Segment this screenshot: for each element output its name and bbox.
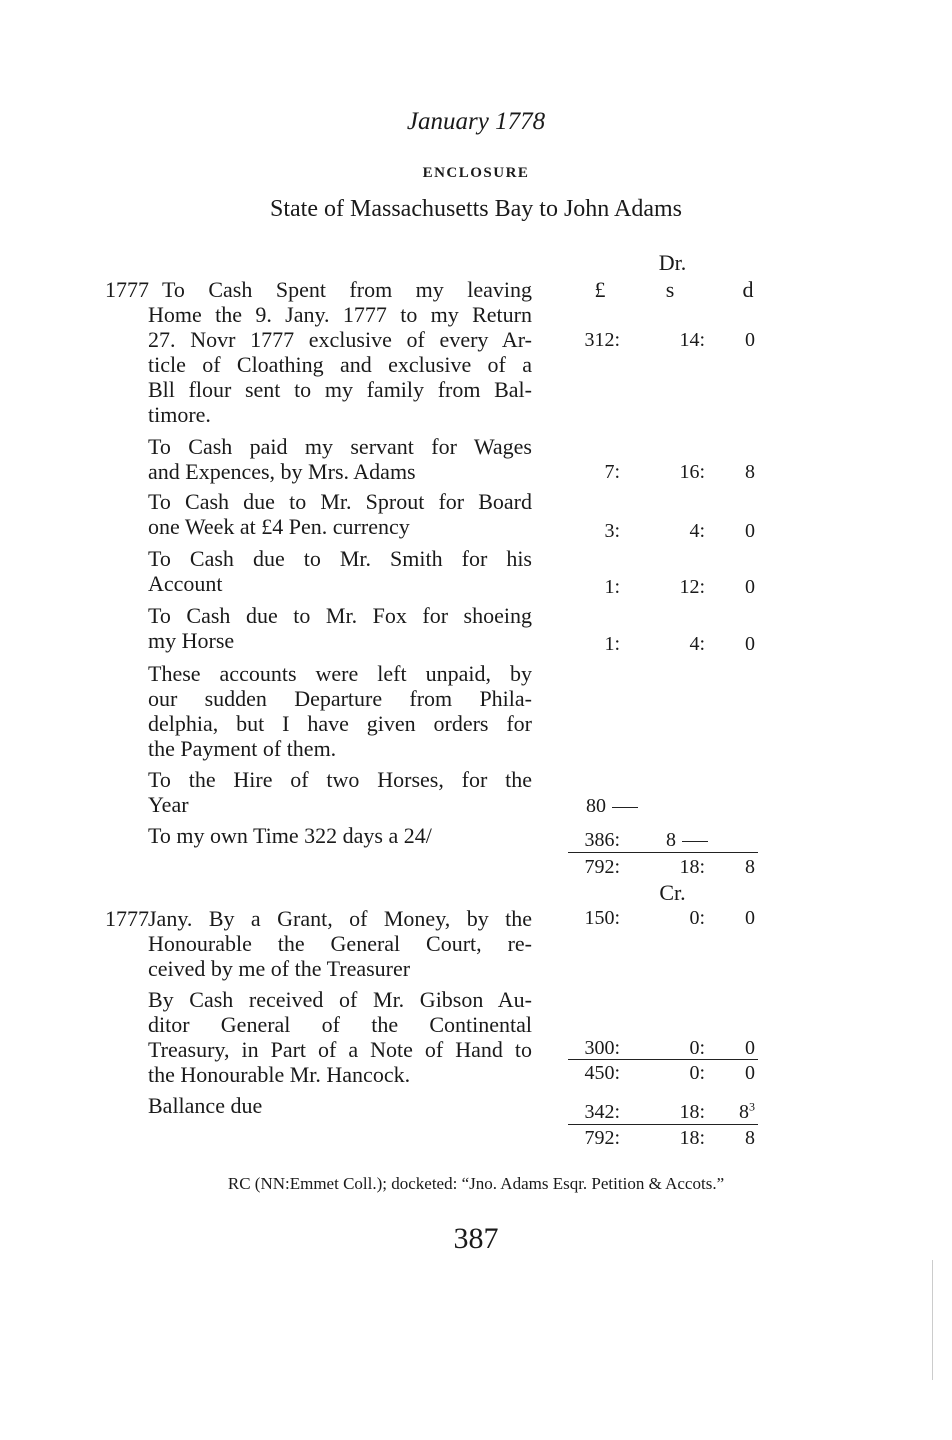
credit-entry: Jany. By a Grant, of Money, by the Honourable the General Court, re- ceived by me of the Treasurer (148, 906, 532, 981)
debit-total-pounds: 792: (584, 856, 620, 878)
credit-subtotal-pounds: 450: (584, 1062, 620, 1084)
debit-shillings: 8 (666, 828, 708, 853)
balance-shillings: 18: (679, 1101, 705, 1123)
sum-rule (568, 852, 758, 853)
debit-entry: To the Hire of two Horses, for the Year (148, 767, 532, 817)
debit-total-shillings: 18: (679, 856, 705, 878)
debit-entry-cont: Home the 9. Jany. 1777 to my Return 27. Novr 1777 exclusive of every Ar- ticle of Cloathing and exclusive of a Bll flour sent to my family from Bal- timore. (148, 302, 532, 427)
balance-pounds: 342: (584, 1101, 620, 1123)
credit-label: Cr. (659, 880, 686, 905)
debit-pence: 0 (745, 633, 755, 655)
credit-shillings: 0: (689, 1037, 705, 1059)
source-note: RC (NN:Emmet Coll.); docketed: “Jno. Adams Esqr. Petition & Accots.” (227, 1174, 725, 1193)
credit-year: 1777 (105, 906, 149, 931)
debit-pounds: 312: (584, 329, 620, 351)
credit-pence: 0 (745, 1037, 755, 1059)
debit-pounds: 3: (604, 520, 620, 542)
debit-entry: To Cash due to Mr. Smith for his Account (148, 546, 532, 596)
debit-entry: To Cash Spent from my leaving (162, 277, 532, 302)
credit-pence: 0 (745, 907, 755, 929)
credit-subtotal-shillings: 0: (689, 1062, 705, 1084)
account-heading: State of Massachusetts Bay to John Adams (270, 196, 682, 222)
footnote-marker[interactable]: 3 (749, 1099, 755, 1114)
credit-subtotal-pence: 0 (745, 1062, 755, 1084)
page-number: 387 (453, 1222, 499, 1255)
debit-pence: 0 (745, 329, 755, 351)
scan-edge (932, 1260, 933, 1380)
debit-pence: 8 (745, 461, 755, 483)
credit-pounds: 150: (584, 907, 620, 929)
debit-pounds: 386: (584, 829, 620, 851)
debit-shillings: 14: (679, 329, 705, 351)
debit-note: These accounts were left unpaid, by our sudden Departure from Phila- delphia, but I have given orders for the Payment of them. (148, 661, 532, 761)
debit-entry: To my own Time 322 days a 24/ (148, 823, 432, 848)
credit-total-pence: 8 (745, 1127, 755, 1149)
page-title: January 1778 (406, 108, 546, 135)
debit-shillings: 4: (689, 633, 705, 655)
debit-pounds: 1: (604, 633, 620, 655)
dash-mark (612, 807, 638, 808)
credit-total-pounds: 792: (584, 1127, 620, 1149)
balance-pence: $8^3$ (739, 1099, 755, 1123)
debit-entry: To Cash paid my servant for Wages and Expences, by Mrs. Adams (148, 434, 532, 484)
debit-pounds: 80 (586, 794, 638, 819)
debit-shillings: 12: (679, 576, 705, 598)
col-pounds-header: £ (594, 277, 606, 302)
credit-shillings: 0: (689, 907, 705, 929)
debit-pence: 0 (745, 576, 755, 598)
debit-entry: To Cash due to Mr. Sprout for Board one Week at £4 Pen. currency (148, 489, 532, 539)
sum-rule (568, 1124, 758, 1125)
debit-entry: To Cash due to Mr. Fox for shoeing my Horse (148, 603, 532, 653)
debit-shillings: 4: (689, 520, 705, 542)
balance-entry: Ballance due (148, 1093, 263, 1118)
debit-pounds: 7: (604, 461, 620, 483)
debit-pence: 0 (745, 520, 755, 542)
debit-shillings: 16: (679, 461, 705, 483)
debit-label: Dr. (658, 250, 687, 275)
debit-total-pence: 8 (745, 856, 755, 878)
col-shillings-header: s (665, 277, 675, 302)
debit-pounds: 1: (604, 576, 620, 598)
dash-mark (682, 841, 708, 842)
credit-entry: By Cash received of Mr. Gibson Au- ditor General of the Continental Treasury, in Part of a Note of Hand to the Honourable Mr. Hancock. (148, 987, 532, 1087)
debit-year: 1777 (105, 277, 149, 302)
section-label: ENCLOSURE (422, 165, 530, 181)
credit-pounds: 300: (584, 1037, 620, 1059)
col-pence-header: d (742, 277, 754, 302)
sum-rule (568, 1059, 758, 1060)
credit-total-shillings: 18: (679, 1127, 705, 1149)
